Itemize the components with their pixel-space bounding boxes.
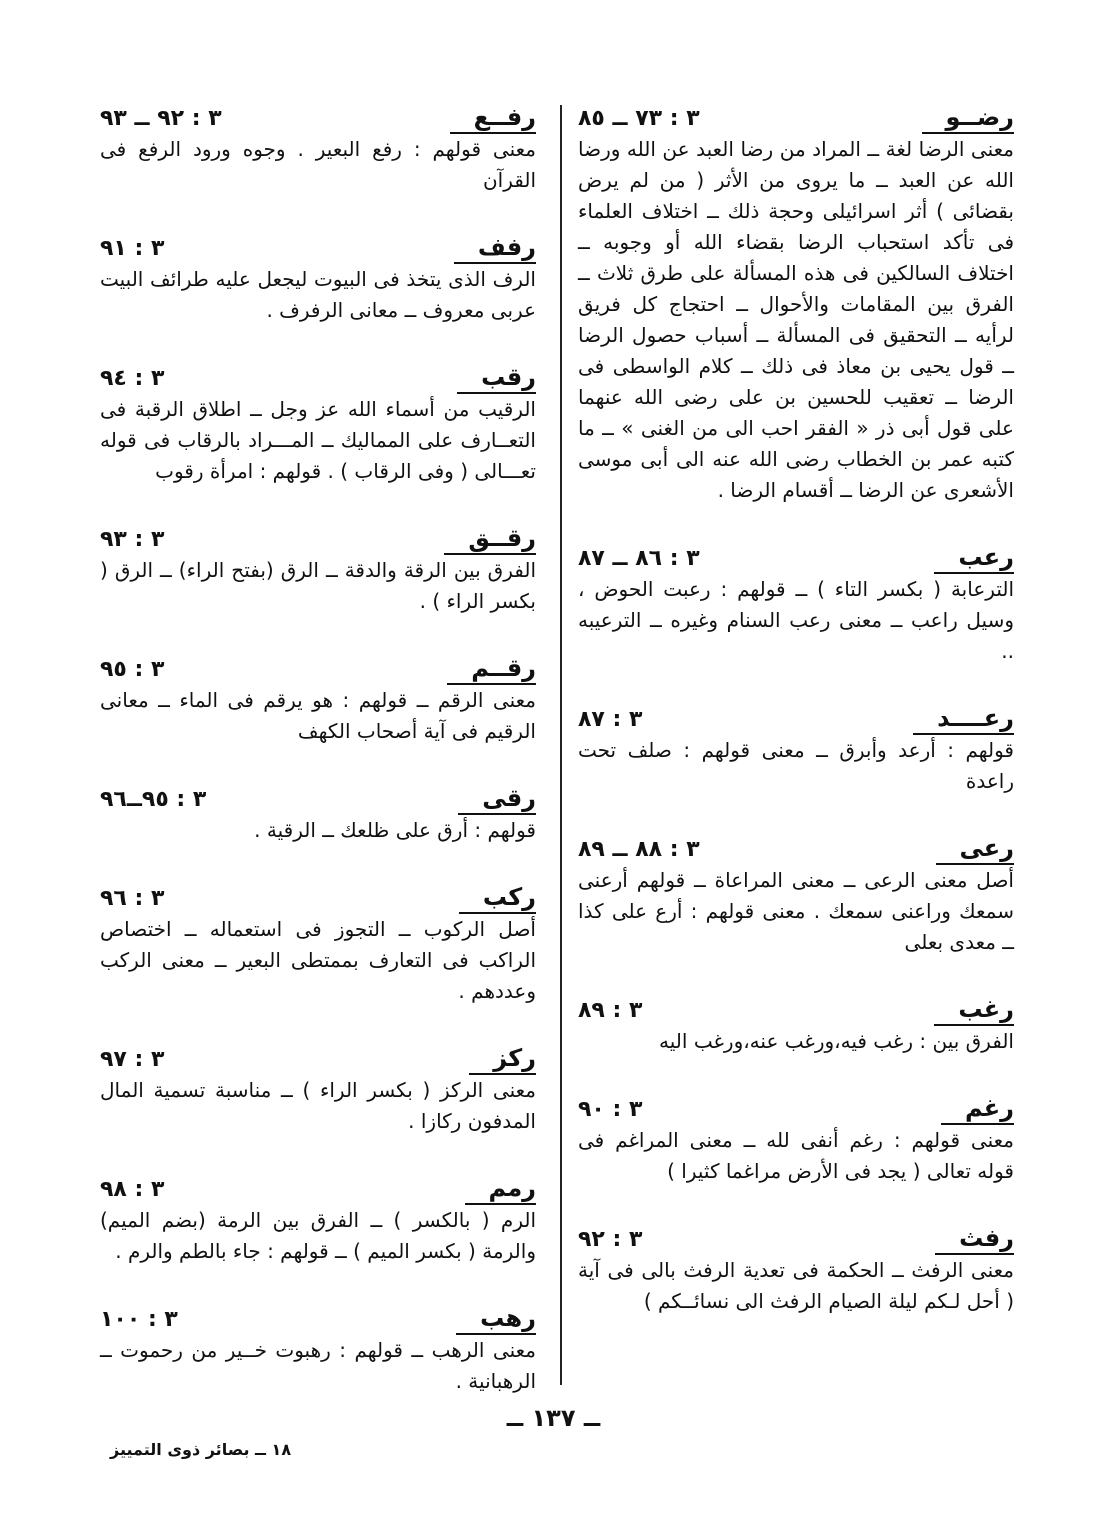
- entry-word: رفث: [935, 1223, 1014, 1255]
- index-entry: [578, 831, 1014, 958]
- entry-description: معنى الرفث ــ الحكمة فى تعدية الرفث بالى فى آية ( أحل لـكم ليلة الصيام الرفث الى نسائــكم ): [578, 1258, 1014, 1313]
- entry-head: [100, 1171, 536, 1205]
- index-entry: [100, 781, 536, 846]
- entry-word: رفف: [454, 232, 536, 264]
- entry-description: الترعابة ( بكسر التاء ) ــ قولهم : رعبت الحوض ، وسيل راعب ــ معنى رعب السنام وغيره ــ الترعيبه ..: [578, 577, 1014, 663]
- entry-head: [578, 100, 1014, 134]
- entry-reference: ٣ : ٩٧: [100, 1047, 165, 1072]
- entry-word: ركب: [459, 882, 536, 914]
- entry-reference: ٣ : ٧٣ ــ ٨٥: [578, 106, 700, 131]
- entry-word: رعى: [936, 833, 1015, 865]
- entry-head: [100, 230, 536, 264]
- index-entry: [100, 1041, 536, 1137]
- index-entry: [578, 1091, 1014, 1187]
- entry-head: [578, 831, 1014, 865]
- entry-word: رقــق: [444, 523, 536, 555]
- index-entry: [578, 701, 1014, 797]
- entry-description: الرقيب من أسماء الله عز وجل ــ اطلاق الرقبة فى التعــارف على المماليك ــ المـــراد بالرقاب فى قوله تعـــالى ( وفى الرقاب ) . قولهم : امرأة رقوب: [100, 397, 536, 483]
- entry-description: معنى قولهم : رفع البعير . وجوه ورود الرفع فى القرآن: [100, 137, 536, 192]
- entry-reference: ٣ : ٩٦: [100, 886, 165, 911]
- entry-head: [100, 1041, 536, 1075]
- entry-reference: ٣ : ٩٥ــ٩٦: [100, 787, 207, 812]
- entry-head: [100, 781, 536, 815]
- entry-description: الرم ( بالكسر ) ــ الفرق بين الرمة (بضم الميم) والرمة ( بكسر الميم ) ــ قولهم : جاء بالطم والرم .: [100, 1208, 536, 1263]
- entry-word: رقى: [458, 783, 536, 815]
- entry-reference: ٣ : ٨٨ ــ ٨٩: [578, 837, 700, 862]
- entry-reference: ٣ : ٩٢: [578, 1227, 643, 1252]
- entry-word: رعب: [934, 542, 1014, 574]
- entry-head: [100, 1301, 536, 1335]
- entry-head: [578, 1221, 1014, 1255]
- entry-word: رضــو: [922, 102, 1014, 134]
- entry-head: [100, 360, 536, 394]
- entry-reference: ٣ : ٨٩: [578, 998, 643, 1023]
- entry-head: [578, 992, 1014, 1026]
- index-entry: [100, 521, 536, 617]
- entry-description: قولهم : أرعد وأبرق ــ معنى قولهم : صلف تحت راعدة: [578, 738, 1014, 793]
- entry-description: الفرق بين الرقة والدقة ــ الرق (بفتح الراء) ــ الرق ( بكسر الراء ) .: [100, 558, 536, 613]
- entry-description: معنى الركز ( بكسر الراء ) ــ مناسبة تسمية المال المدفون ركازا .: [100, 1078, 536, 1133]
- entry-head: [578, 540, 1014, 574]
- entry-description: معنى قولهم : رغم أنفى لله ــ معنى المراغم فى قوله تعالى ( يجد فى الأرض مراغما كثيرا ): [578, 1128, 1014, 1183]
- index-column-left: [100, 100, 536, 1431]
- entry-reference: ٣ : ٩٠: [578, 1097, 643, 1122]
- index-column-right: [578, 100, 1014, 1351]
- index-entry: [100, 651, 536, 747]
- entry-reference: ٣ : ٨٦ ــ ٨٧: [578, 546, 700, 571]
- index-entry: [578, 100, 1014, 506]
- index-entry: [100, 880, 536, 1007]
- entry-head: [100, 100, 536, 134]
- entry-description: الفرق بين : رغب فيه،ورغب عنه،ورغب اليه: [659, 1029, 1014, 1053]
- entry-word: رقــم: [447, 653, 536, 685]
- entry-description: الرف الذى يتخذ فى البيوت ليجعل عليه طرائف البيت عربى معروف ــ معانى الرفرف .: [100, 267, 536, 322]
- entry-head: [100, 651, 536, 685]
- index-entry: [100, 230, 536, 326]
- entry-head: [578, 701, 1014, 735]
- entry-reference: ٣ : ٩٥: [100, 657, 165, 682]
- entry-head: [100, 880, 536, 914]
- entry-description: أصل معنى الرعى ــ معنى المراعاة ــ قولهم أرعنى سمعك وراعنى سمعك . معنى قولهم : أرع على كذا ــ معدى بعلى: [578, 868, 1014, 954]
- page-number: ــ ١٣٧ ــ: [506, 1404, 601, 1432]
- entry-reference: ٣ : ٩٣: [100, 527, 165, 552]
- index-entry: [578, 992, 1014, 1057]
- entry-head: [100, 521, 536, 555]
- index-entry: [100, 360, 536, 487]
- entry-word: رقب: [457, 362, 536, 394]
- entry-description: معنى الرهب ــ قولهم : رهبوت خــير من رحموت ــ الرهبانية .: [100, 1338, 536, 1393]
- index-entry: [578, 1221, 1014, 1317]
- index-entry: [578, 540, 1014, 667]
- entry-word: رعــــد: [913, 703, 1014, 735]
- entry-reference: ٣ : ٩٤: [100, 366, 165, 391]
- entry-description: أصل الركوب ــ التجوز فى استعماله ــ اختصاص الراكب فى التعارف بممتطى البعير ــ معنى الركب وعددهم .: [100, 917, 536, 1003]
- entry-head: [578, 1091, 1014, 1125]
- entry-word: رغب: [934, 994, 1014, 1026]
- entry-reference: ٣ : ٩٨: [100, 1177, 165, 1202]
- entry-reference: ٣ : ٩١: [100, 236, 165, 261]
- index-entry: [100, 1171, 536, 1267]
- index-entry: [100, 1301, 536, 1397]
- column-divider: [560, 105, 562, 1385]
- entry-word: رهب: [456, 1303, 536, 1335]
- entry-reference: ٣ : ١٠٠: [100, 1307, 178, 1332]
- entry-description: معنى الرقم ــ قولهم : هو يرقم فى الماء ــ معانى الرقيم فى آية أصحاب الكهف: [100, 688, 536, 743]
- signature-footer: ١٨ ــ بصائر ذوى التمييز: [110, 1440, 292, 1459]
- index-entry: [100, 100, 536, 196]
- entry-reference: ٣ : ٨٧: [578, 707, 643, 732]
- entry-word: ركز: [469, 1043, 536, 1075]
- entry-reference: ٣ : ٩٢ ــ ٩٣: [100, 106, 222, 131]
- entry-word: رمم: [465, 1173, 537, 1205]
- entry-word: رفــع: [450, 102, 536, 134]
- entry-description: معنى الرضا لغة ــ المراد من رضا العبد عن الله ورضا الله عن العبد ــ ما يروى من الأثر ( من لم يرض بقضائى ) أثر اسرائيلى وحجة ذلك ــ اختلاف العلماء فى تأكد استحباب الرضا بقضاء الله أو وجوبه ــ اختلاف السالكين فى هذه المسألة على طرق ثلاث ــ الفرق بين المقامات والأحوال ــ احتجاج كل فريق لرأيه ــ التحقيق فى المسألة ــ أسباب حصول الرضا ــ قول يحيى بن معاذ فى ذلك ــ كلام الواسطى فى الرضا ــ تعقيب للحسين بن على رضى الله عنهما على قول أبى ذر « الفقر احب الى من الغنى » ــ ما كتبه عمر بن الخطاب رضى الله عنه الى أبى موسى الأشعرى عن الرضا ــ أقسام الرضا .: [578, 137, 1014, 502]
- entry-description: قولهم : أرق على ظلعك ــ الرقية .: [254, 818, 536, 842]
- entry-word: رغم: [941, 1093, 1014, 1125]
